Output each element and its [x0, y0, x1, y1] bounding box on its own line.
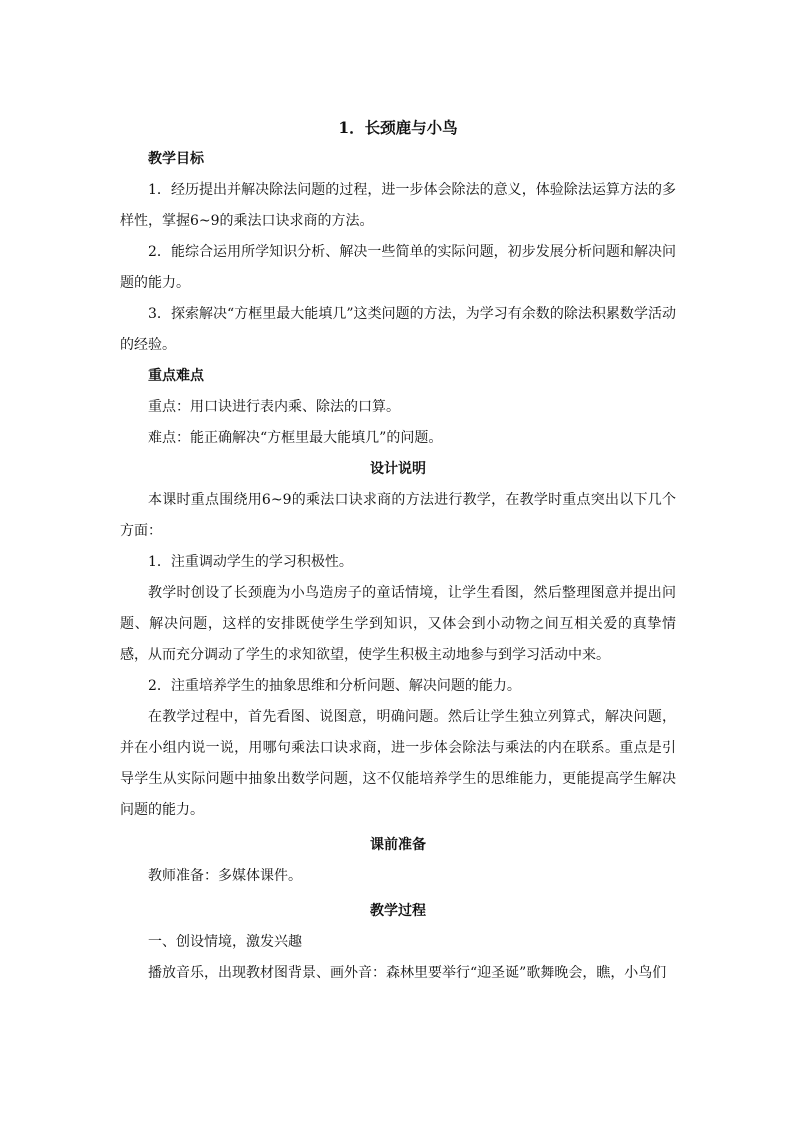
design-point2-title: 2．注重培养学生的抽象思维和分析问题、解决问题的能力。 [148, 678, 521, 694]
objectives-heading: 教学目标 [148, 151, 204, 167]
process-step1: 一、创设情境，激发兴趣 [148, 934, 302, 950]
objective-item: 2．能综合运用所学知识分析、解决一些简单的实际问题，初步发展分析问题和解决问题的能力。 [120, 244, 676, 291]
page-title: 1．长颈鹿与小鸟 [338, 118, 458, 137]
objective-item: 1．经历提出并解决除法问题的过程，进一步体会除法的意义，体验除法运算方法的多样性，掌握6~9的乘法口诀求商的方法。 [120, 182, 676, 229]
design-point2-body: 在教学过程中，首先看图、说图意，明确问题。然后让学生独立列算式，解决问题，并在小组内说一说，用哪句乘法口诀求商，进一步体会除法与乘法的内在联系。重点是引导学生从实际问题中抽象出数学问题，这不仅能培养学生的思维能力，更能提高学生解决问题的能力。 [120, 709, 676, 818]
process-step1-body: 播放音乐，出现教材图背景、画外音：森林里要举行“迎圣诞”歌舞晚会，瞧，小鸟们 [148, 965, 667, 981]
preparation-heading: 课前准备 [370, 837, 426, 853]
design-point1-body: 教学时创设了长颈鹿为小鸟造房子的童话情境，让学生看图，然后整理图意并提出问题、解决问题，这样的安排既使学生学到知识，又体会到小动物之间互相关爱的真挚情感，从而充分调动了学生的求知欲望，使学生积极主动地参与到学习活动中来。 [120, 585, 676, 663]
key-difficulty: 难点：能正确解决“方框里最大能填几”的问题。 [148, 430, 443, 446]
objective-item: 3．探索解决“方框里最大能填几”这类问题的方法，为学习有余数的除法积累数学活动的经验。 [120, 306, 676, 353]
process-heading: 教学过程 [370, 903, 426, 919]
key-focus: 重点：用口诀进行表内乘、除法的口算。 [148, 399, 400, 415]
key-points-heading: 重点难点 [148, 368, 204, 384]
document-body [120, 112, 676, 989]
preparation-body: 教师准备：多媒体课件。 [148, 868, 302, 884]
design-heading: 设计说明 [370, 461, 426, 477]
design-intro: 本课时重点围绕用6~9的乘法口诀求商的方法进行教学，在教学时重点突出以下几个方面： [120, 492, 676, 539]
design-point1-title: 1．注重调动学生的学习积极性。 [148, 554, 353, 570]
